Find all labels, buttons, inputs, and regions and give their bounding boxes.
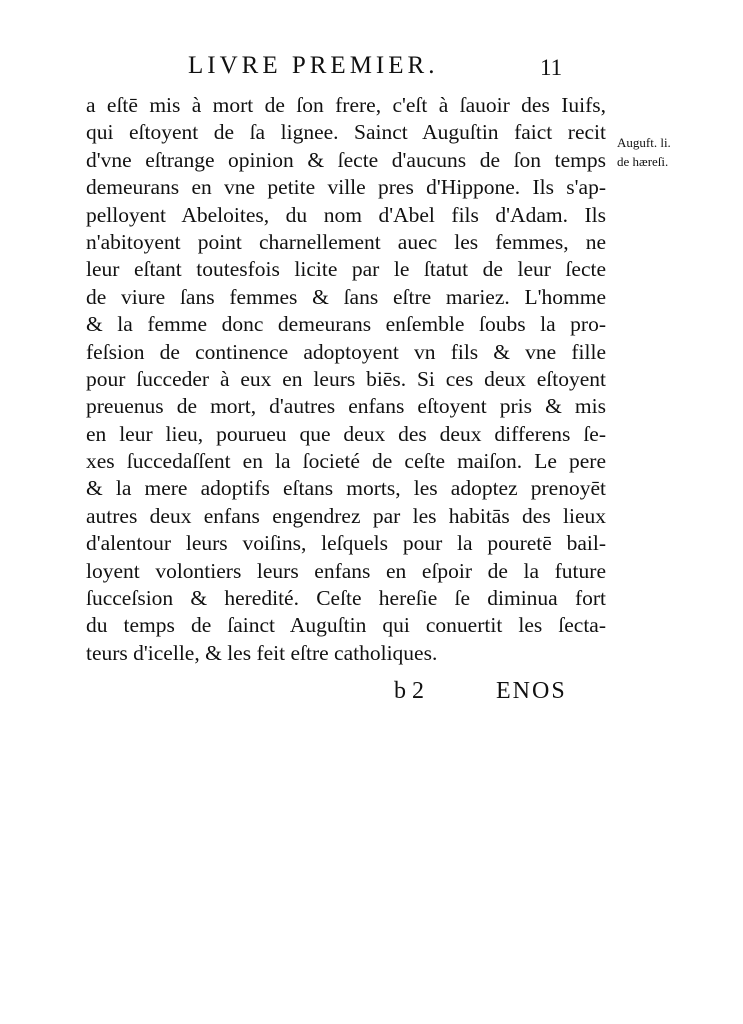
text-line: pour ſucceder à eux en leurs biēs. Si ces deux eſtoyent bbox=[86, 366, 606, 391]
text-line: & la mere adoptifs eſtans morts, les adoptez prenoyēt bbox=[86, 476, 606, 501]
marginal-note bbox=[617, 133, 687, 171]
signature-mark: b 2 bbox=[394, 678, 424, 704]
text-line: loyent volontiers leurs enfans en eſpoir de la future bbox=[86, 558, 606, 583]
text-line: pelloyent Abeloites, du nom d'Abel fils d'Adam. Ils bbox=[86, 202, 606, 227]
text-line: teurs d'icelle, & les feit eſtre catholiques. bbox=[86, 640, 438, 665]
text-line: demeurans en vne petite ville pres d'Hippone. Ils s'ap- bbox=[86, 175, 606, 200]
catchword: ENOS bbox=[496, 678, 567, 704]
text-line: qui eſtoyent de ſa lignee. Sainct Auguſtin faict recit bbox=[86, 120, 606, 145]
text-line: en leur lieu, pourueu que deux des deux differens ſe- bbox=[86, 421, 606, 446]
text-line: de viure ſans femmes & ſans eſtre mariez. L'homme bbox=[86, 284, 606, 309]
text-line: xes ſuccedaſſent en la ſocieté de ceſte maiſon. Le pere bbox=[86, 449, 606, 474]
text-line: & la femme donc demeurans enſemble ſoubs la pro- bbox=[86, 312, 606, 337]
body-text bbox=[86, 92, 606, 667]
marginal-note-line: Auguft. li. bbox=[617, 135, 671, 150]
text-line: preuenus de mort, d'autres enfans eſtoyent pris & mis bbox=[86, 394, 606, 419]
marginal-note-line: de hæreſi. bbox=[617, 154, 669, 169]
running-title: LIVRE PREMIER. bbox=[188, 52, 439, 79]
text-line: d'vne eſtrange opinion & ſecte d'aucuns de ſon temps bbox=[86, 147, 606, 172]
text-line: feſsion de continence adoptoyent vn fils & vne fille bbox=[86, 339, 606, 364]
text-line: leur eſtant toutesfois licite par le ſtatut de leur ſecte bbox=[86, 257, 606, 282]
text-line: n'abitoyent point charnellement auec les femmes, ne bbox=[86, 229, 606, 254]
text-line: d'alentour leurs voiſins, leſquels pour la pouretē bail- bbox=[86, 531, 606, 556]
page-number: 11 bbox=[540, 55, 563, 80]
text-line: autres deux enfans engendrez par les habitās des lieux bbox=[86, 503, 606, 528]
text-line: a eſtē mis à mort de ſon frere, c'eſt à ſauoir des Iuifs, bbox=[86, 93, 606, 117]
text-line: du temps de ſainct Auguſtin qui conuertit les ſecta- bbox=[86, 613, 606, 638]
text-line: ſucceſsion & heredité. Ceſte hereſie ſe diminua fort bbox=[86, 586, 606, 611]
